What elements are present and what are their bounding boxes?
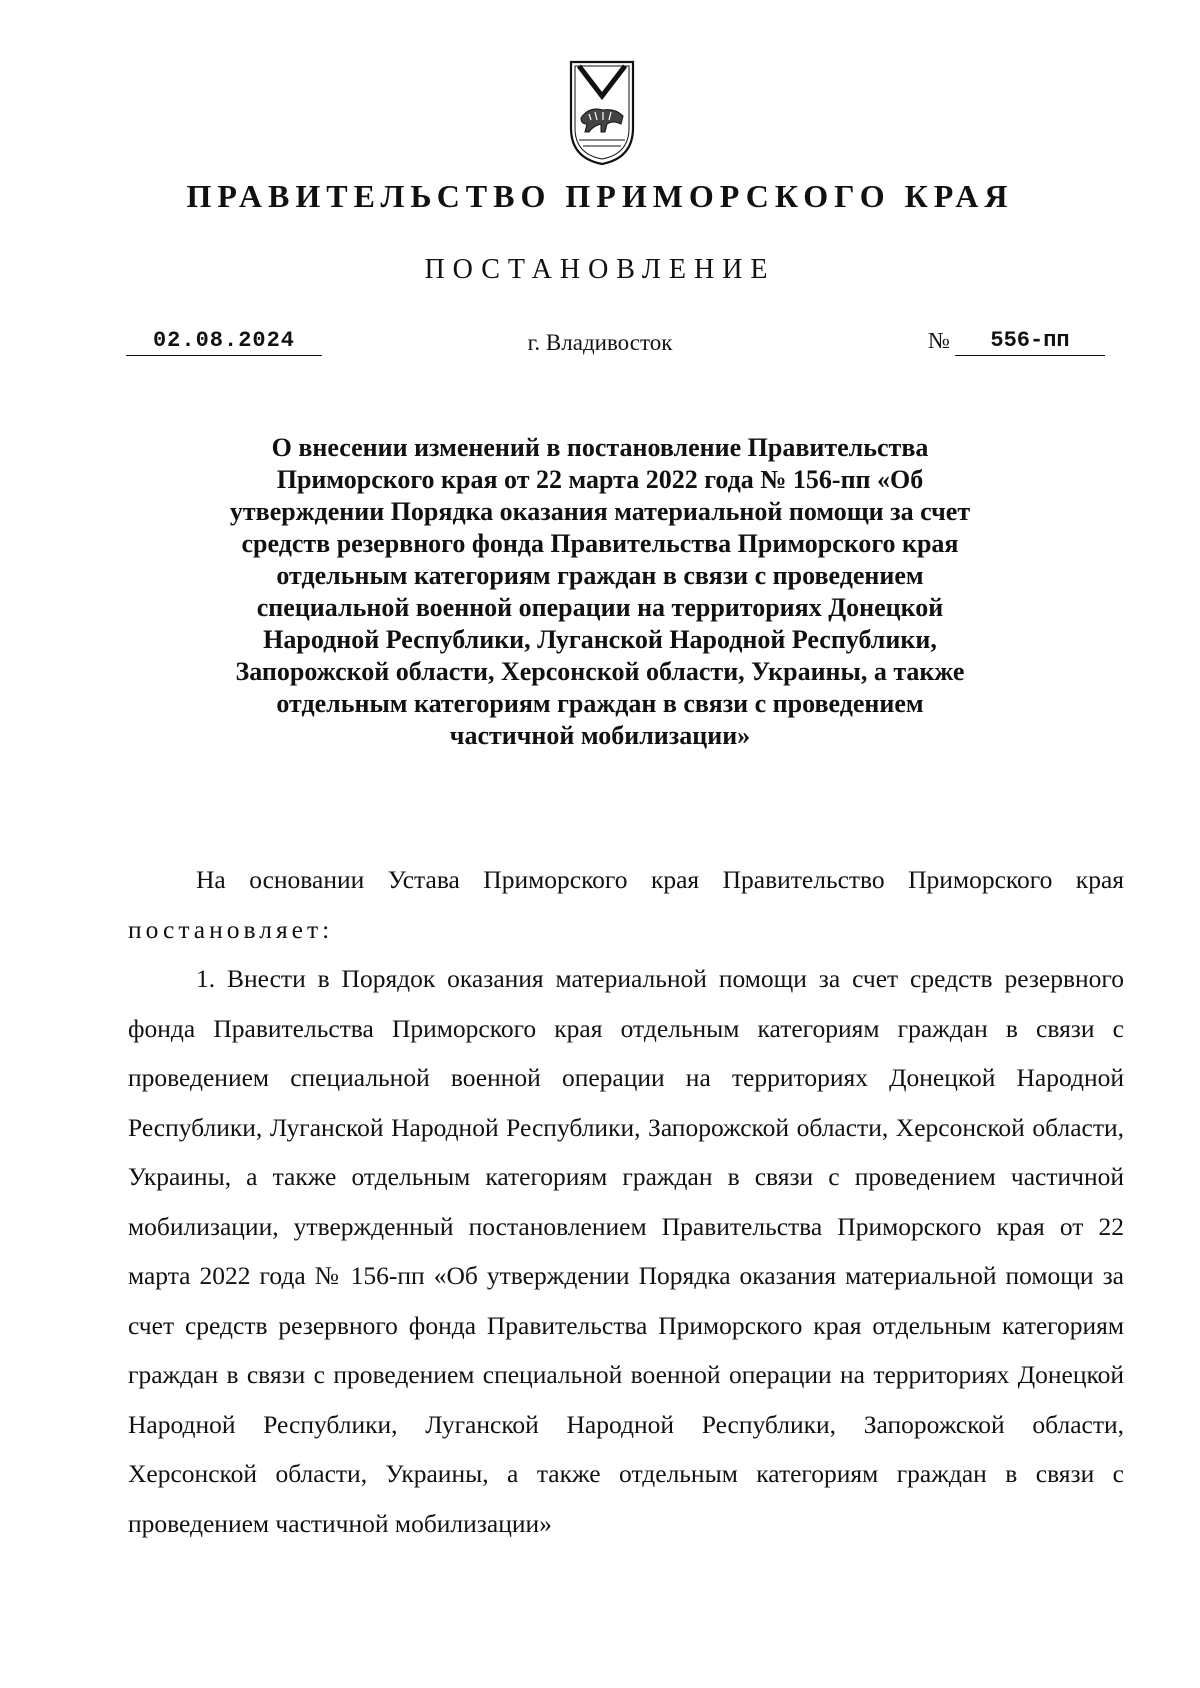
preamble-paragraph (128, 855, 1124, 954)
coat-of-arms-icon (567, 58, 637, 166)
document-city: г. Владивосток (527, 330, 673, 355)
document-heading: О внесении изменений в постановление Правительства Приморского края от 22 марта 2022 года № 156-пп «Об утверждении Порядка оказания материальной помощи за счет средств резервного фонда Правительства Приморского края отдельным категориям граждан в связи с проведением специальной военной операции на территориях Донецкой Народной Республики, Луганской Народной Республики, Запорожской области, Херсонской области, Украины, а также отдельным категориям граждан в связи с проведением частичной мобилизации» (229, 433, 971, 750)
number-sign: № (928, 328, 950, 353)
preamble-text: На основании Устава Приморского края Правительство Приморского края (196, 865, 1124, 894)
resolves-word: постановляет: (128, 914, 334, 944)
document-type: ПОСТАНОВЛЕНИЕ (424, 254, 776, 285)
item-1-paragraph: 1. Внести в Порядок оказания материальной помощи за счет средств резервного фонда Правительства Приморского края отдельным категориям граждан в связи с проведением специальной военной операции на территориях Донецкой Народной Республики, Луганской Народной Республики, Запорожской области, Херсонской области, Украины, а также отдельным категориям граждан в связи с проведением частичной мобилизации, утвержденный постановлением Правительства Приморского края от 22 марта 2022 года № 156-пп «Об утверждении Порядка оказания материальной помощи за счет средств резервного фонда Правительства Приморского края отдельным категориям граждан в связи с проведением специальной военной операции на территориях Донецкой Народной Республики, Луганской Народной Республики, Запорожской области, Херсонской области, Украины, а также отдельным категориям граждан в связи с проведением частичной мобилизации» (128, 964, 1124, 1538)
document-date: 02.08.2024 (126, 328, 322, 356)
government-title: ПРАВИТЕЛЬСТВО ПРИМОРСКОГО КРАЯ (186, 178, 1014, 214)
document-number: 556-пп (955, 328, 1105, 356)
